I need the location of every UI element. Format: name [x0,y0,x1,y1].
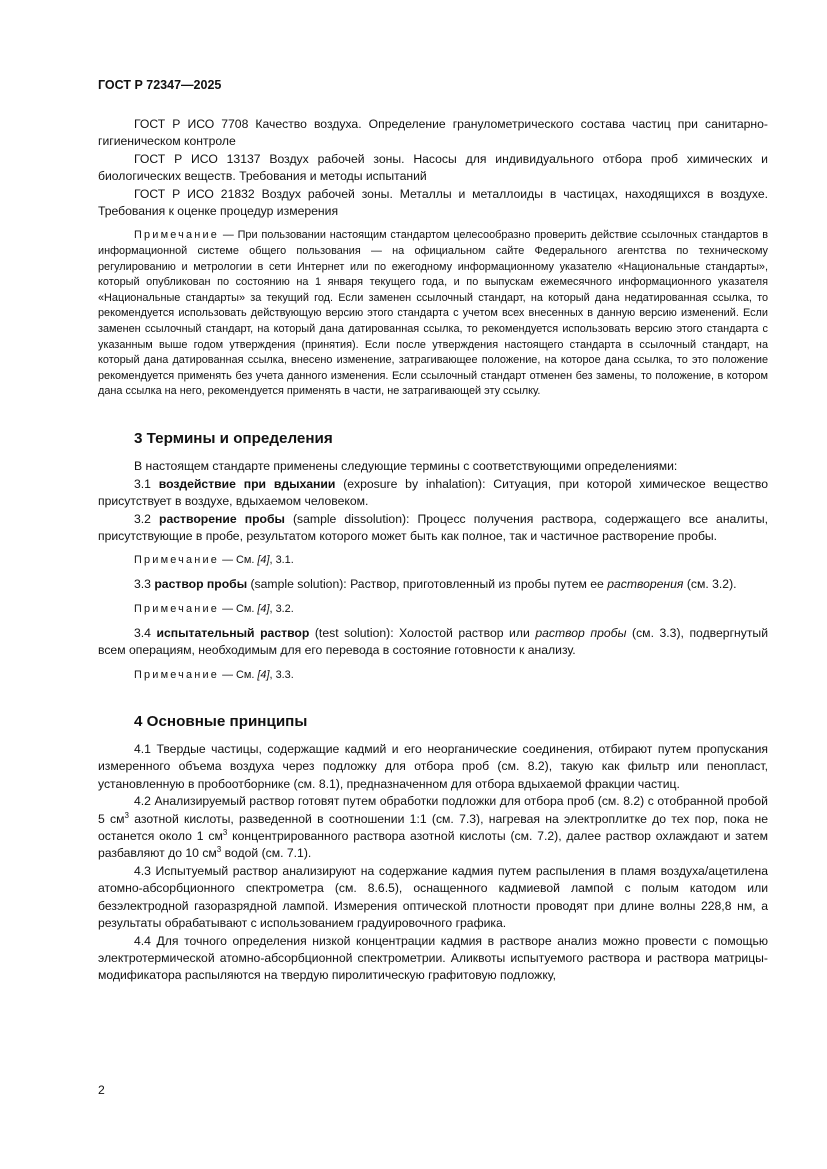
section-3-heading: 3 Термины и определения [134,429,333,447]
term-3-2: 3.2 растворение пробы (sample dissolution): Процесс получения раствора, содержащего все аналиты, присутствующие в пробе, результатом которого может быть как полное, так и частичное растворение пробы. [98,511,768,543]
reference-note [98,228,768,400]
reference-item: ГОСТ Р ИСО 7708 Качество воздуха. Определение гранулометрического состава частиц при санитарно-гигиеническом контроле [98,117,768,149]
paragraph-4-3: 4.3 Испытуемый раствор анализируют на содержание кадмия путем распыления в пламя воздуха/ацетилена атомно-абсорбционного спектрометра (см. 8.6.5), оснащенного кадмиевой лампой с полым катодом или безэлектродной газоразрядной лампой. Измерения оптической плотности проводят при длине волны 228,8 нм, а результаты обрабатывают с использованием градуировочного графика. [98,863,768,931]
paragraph-4-1: 4.1 Твердые частицы, содержащие кадмий и его неорганические соединения, отбирают путем пропускания измеренного объема воздуха через подложку для отбора проб (см. 8.2), такую как фильтр или пенопласт, установленную в пробоотборнике (см. 8.1), предназначенном для отбора вдыхаемой фракции частиц. [98,742,768,791]
term-3-4: 3.4 испытательный раствор (test solution): Холостой раствор или раствор пробы (см. 3.3), подвергнутый всем операциям, необходимым для его перевода в состояние готовности к анализу. [98,625,768,658]
term-name: раствор пробы [154,577,248,592]
term-3-1: 3.1 воздействие при вдыхании (exposure by inhalation): Ситуация, при которой химическое вещество присутствует в воздухе, вдыхаемом человеком. [98,476,768,509]
bibliography-ref[interactable]: [4] [257,668,270,681]
document-header: ГОСТ Р 72347—2025 [98,78,222,92]
term-name: воздействие при вдыхании [158,476,336,491]
term-note: Примечание — См. [4], 3.2. [134,602,294,615]
term-note: Примечание — См. [4], 3.3. [134,668,294,681]
document-body [98,116,768,985]
bibliography-ref[interactable]: [4] [257,554,270,567]
term-3-3: 3.3 раствор пробы (sample solution): Раствор, приготовленный из пробы путем ее растворения (см. 3.2). [134,577,737,592]
section-3-intro: В настоящем стандарте применены следующие термины с соответствующими определениями: [134,459,678,474]
reference-item: ГОСТ Р ИСО 21832 Воздух рабочей зоны. Металлы и металлоиды в частицах, находящихся в воздухе. Требования к оценке процедур измерения [98,186,768,219]
bibliography-ref[interactable]: [4] [257,602,270,615]
reference-item: ГОСТ Р ИСО 13137 Воздух рабочей зоны. Насосы для индивидуального отбора проб химических и биологических веществ. Требования и методы испытаний [98,151,768,184]
term-name: растворение пробы [159,511,285,526]
note-label: Примечание [134,229,220,242]
term-note: Примечание — См. [4], 3.1. [134,554,294,567]
note-text: — При пользовании настоящим стандартом целесообразно проверить действие ссылочных стандартов в информационной системе общего пользования — на официальном сайте Федерального агентства по техническому регулированию и метрологии в сети Интернет или по ежегодному информационному указателю «Национальные стандарты», который опубликован по состоянию на 1 января текущего года, и по выпускам ежемесячного информационного указателя «Национальные стандарты» за текущий год. Если заменен ссылочный стандарт, на который дана недатированная ссылка, то рекомендуется использовать действующую версию этого стандарта с учетом всех внесенных в данную версию изменений. Если заменен ссылочный стандарт, на который дана датированная ссылка, то рекомендуется использовать версию этого стандарта с указанным выше годом утверждения (принятия). Если после утверждения настоящего стандарта в ссылочный стандарт, на который дана датированная ссылка, внесено изменение, затрагивающее положение, на которое дана ссылка, то это положение рекомендуется применять без учета данного изменения. Если ссылочный стандарт отменен без замены, то положение, в котором дана ссылка на него, рекомендуется применять в части, не затрагивающей эту ссылку. [98,229,768,398]
term-name: испытательный раствор [156,625,310,640]
paragraph-4-4: 4.4 Для точного определения низкой концентрации кадмия в растворе анализ можно провести с помощью электротермической атомно-абсорбционной спектрометрии. Аликвоты испытуемого раствора и раствора матрицы-модификатора распыляются на твердую пиролитическую графитовую подложку, [98,933,768,983]
page-number: 2 [98,1083,105,1097]
section-4-heading: 4 Основные принципы [134,712,308,730]
paragraph-4-2: 4.2 Анализируемый раствор готовят путем обработки подложки для отбора проб (см. 8.2) с отобранной пробой 5 $см^3$ азотной кислоты, разведенной в соотношении 1:1 (см. 7.3), нагревая на электроплитке до тех пор, пока не останется около 1 $см^3$ концентрированного раствора азотной кислоты (см. 7.2), далее раствор охлаждают и затем разбавляют до 10 $см^3$ водой (см. 7.1). [98,794,768,861]
